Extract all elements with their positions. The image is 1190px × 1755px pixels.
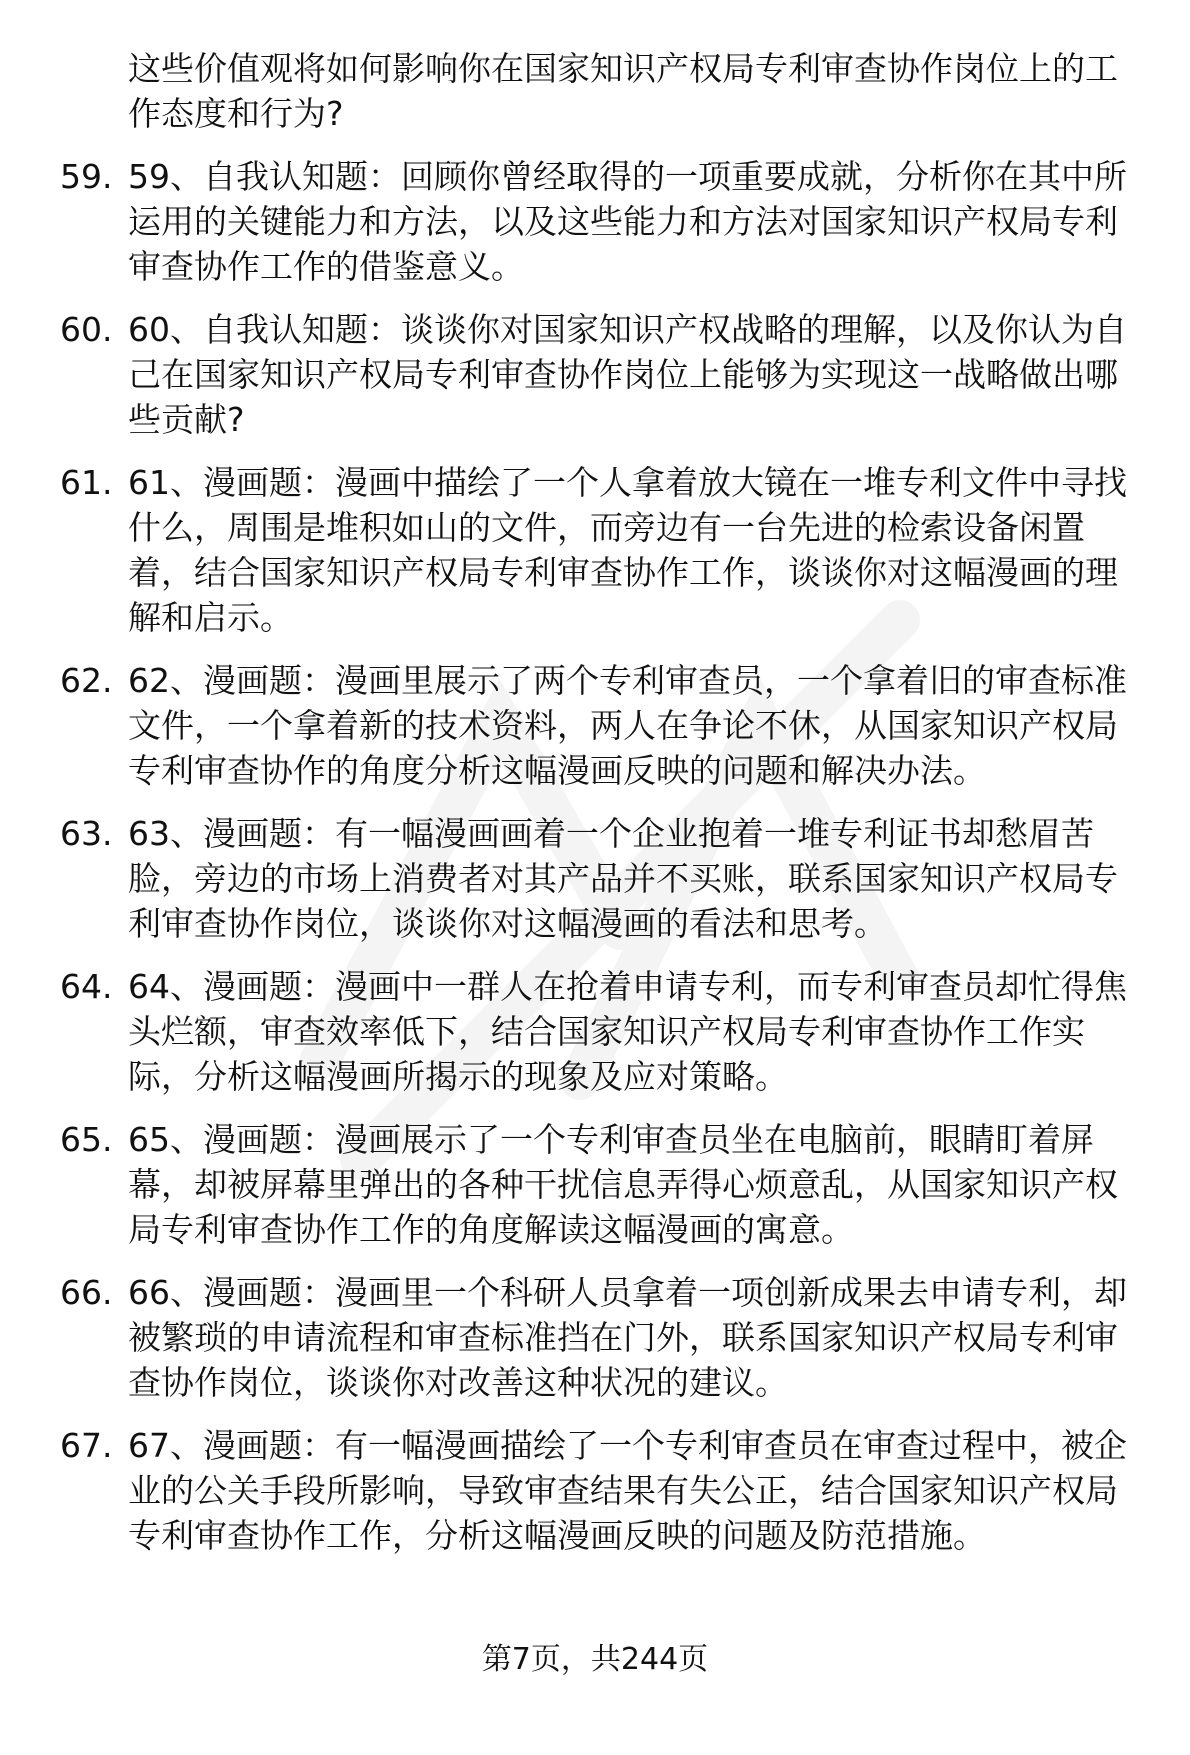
list-item (60, 154, 1150, 289)
item-number: 61. (60, 463, 113, 502)
item-number: 64. (60, 967, 113, 1006)
item-text: 65、漫画题：漫画展示了一个专利审查员坐在电脑前，眼睛盯着屏幕，却被屏幕里弹出的各种干扰信息弄得心烦意乱，从国家知识产权局专利审查协作工作的角度解读这幅漫画的寓意。 (128, 1120, 1118, 1249)
item-text: 66、漫画题：漫画里一个科研人员拿着一项创新成果去申请专利，却被繁琐的申请流程和审查标准挡在门外，联系国家知识产权局专利审查协作岗位，谈谈你对改善这种状况的建议。 (128, 1273, 1127, 1402)
item-number: 59. (60, 157, 113, 196)
item-text: 63、漫画题：有一幅漫画画着一个企业抱着一堆专利证书却愁眉苦脸，旁边的市场上消费者对其产品并不买账，联系国家知识产权局专利审查协作岗位，谈谈你对这幅漫画的看法和思考。 (128, 814, 1118, 943)
list-item (60, 1117, 1150, 1252)
list-item (60, 307, 1150, 442)
list-item (60, 1270, 1150, 1405)
item-number: 60. (60, 310, 113, 349)
item-text: 62、漫画题：漫画里展示了两个专利审查员，一个拿着旧的审查标准文件，一个拿着新的技术资料，两人在争论不休，从国家知识产权局专利审查协作的角度分析这幅漫画反映的问题和解决办法。 (128, 661, 1127, 790)
item-number: 63. (60, 814, 113, 853)
item-text: 60、自我认知题：谈谈你对国家知识产权战略的理解，以及你认为自己在国家知识产权局专利审查协作岗位上能够为实现这一战略做出哪些贡献? (128, 310, 1127, 439)
item-text: 59、自我认知题：回顾你曾经取得的一项重要成就，分析你在其中所运用的关键能力和方法，以及这些能力和方法对国家知识产权局专利审查协作工作的借鉴意义。 (128, 157, 1127, 286)
previous-question-continuation: 这些价值观将如何影响你在国家知识产权局专利审查协作岗位上的工作态度和行为? (128, 49, 1118, 133)
item-number: 65. (60, 1120, 113, 1159)
page-number: 第7页，共244页 (481, 1642, 709, 1677)
item-text: 61、漫画题：漫画中描绘了一个人拿着放大镜在一堆专利文件中寻找什么，周围是堆积如山的文件，而旁边有一台先进的检索设备闲置着，结合国家知识产权局专利审查协作工作，谈谈你对这幅漫画的理解和启示。 (128, 463, 1127, 637)
list-item (60, 658, 1150, 793)
list-item (60, 964, 1150, 1099)
item-number: 62. (60, 661, 113, 700)
list-item (60, 1423, 1150, 1558)
item-text: 64、漫画题：漫画中一群人在抢着申请专利，而专利审查员却忙得焦头烂额，审查效率低下，结合国家知识产权局专利审查协作工作实际，分析这幅漫画所揭示的现象及应对策略。 (128, 967, 1127, 1096)
item-text: 67、漫画题：有一幅漫画描绘了一个专利审查员在审查过程中，被企业的公关手段所影响，导致审查结果有失公正，结合国家知识产权局专利审查协作工作，分析这幅漫画反映的问题及防范措施。 (128, 1426, 1127, 1555)
list-item (60, 460, 1150, 640)
question-list (60, 46, 1150, 1576)
item-number: 66. (60, 1273, 113, 1312)
item-number: 67. (60, 1426, 113, 1465)
list-item (60, 811, 1150, 946)
